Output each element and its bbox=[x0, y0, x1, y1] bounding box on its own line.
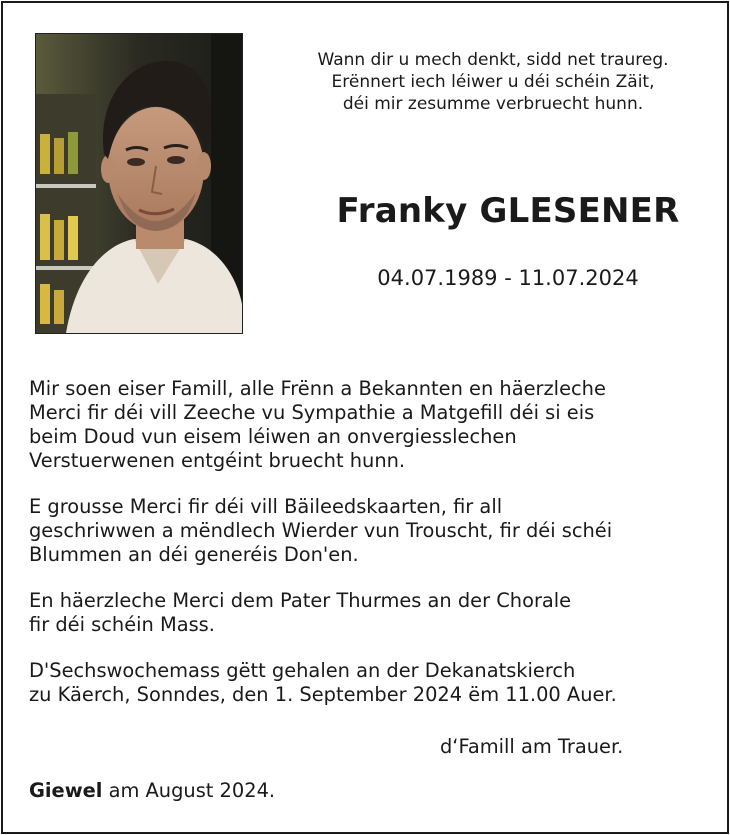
text-line: E grousse Merci fir déi vill Bäileedskaarten, fir all bbox=[29, 495, 503, 518]
paragraph-thanks-family bbox=[29, 377, 719, 473]
text-line: beim Doud vun eisem léiwen an onvergiesslechen bbox=[29, 425, 517, 448]
text-line: geschriwwen a mëndlech Wierder vun Trouscht, fir déi schéi bbox=[29, 519, 613, 542]
paragraph-thanks-cards bbox=[29, 495, 719, 567]
text-line: Merci fir déi vill Zeeche vu Sympathie a Matgefill déi si eis bbox=[29, 401, 595, 424]
text-line: zu Käerch, Sonndes, den 1. September 2024 ëm 11.00 Auer. bbox=[29, 683, 617, 706]
quote-line: Wann dir u mech denkt, sidd net traureg. bbox=[317, 50, 669, 70]
thank-you-text bbox=[29, 377, 719, 729]
paragraph-memorial-mass bbox=[29, 659, 719, 707]
memorial-quote bbox=[263, 49, 723, 115]
paragraph-thanks-mass bbox=[29, 589, 719, 637]
text-line: Blummen an déi generéis Don'en. bbox=[29, 543, 359, 566]
place-date: am August 2024. bbox=[102, 779, 276, 802]
deceased-name: Franky GLESENER bbox=[336, 191, 680, 231]
text-line: En häerzleche Merci dem Pater Thurmes an der Chorale bbox=[29, 589, 572, 612]
text-line: fir déi schéin Mass. bbox=[29, 613, 215, 636]
portrait-photo bbox=[35, 33, 243, 334]
life-dates: 04.07.1989 - 11.07.2024 bbox=[377, 266, 639, 290]
place-town: Giewel bbox=[29, 779, 103, 802]
family-signature: d‘Famill am Trauer. bbox=[440, 735, 624, 758]
quote-line: déi mir zesumme verbruecht hunn. bbox=[342, 94, 644, 114]
place-date-line bbox=[29, 779, 275, 802]
obituary-card bbox=[1, 1, 729, 834]
text-line: Verstuerwenen entgéint bruecht hunn. bbox=[29, 449, 406, 472]
text-line: Mir soen eiser Famill, alle Frënn a Bekannten en häerzleche bbox=[29, 377, 606, 400]
text-line: D'Sechswochemass gëtt gehalen an der Dekanatskierch bbox=[29, 659, 576, 682]
quote-line: Erënnert iech léiwer u déi schéin Zäit, bbox=[331, 72, 655, 92]
